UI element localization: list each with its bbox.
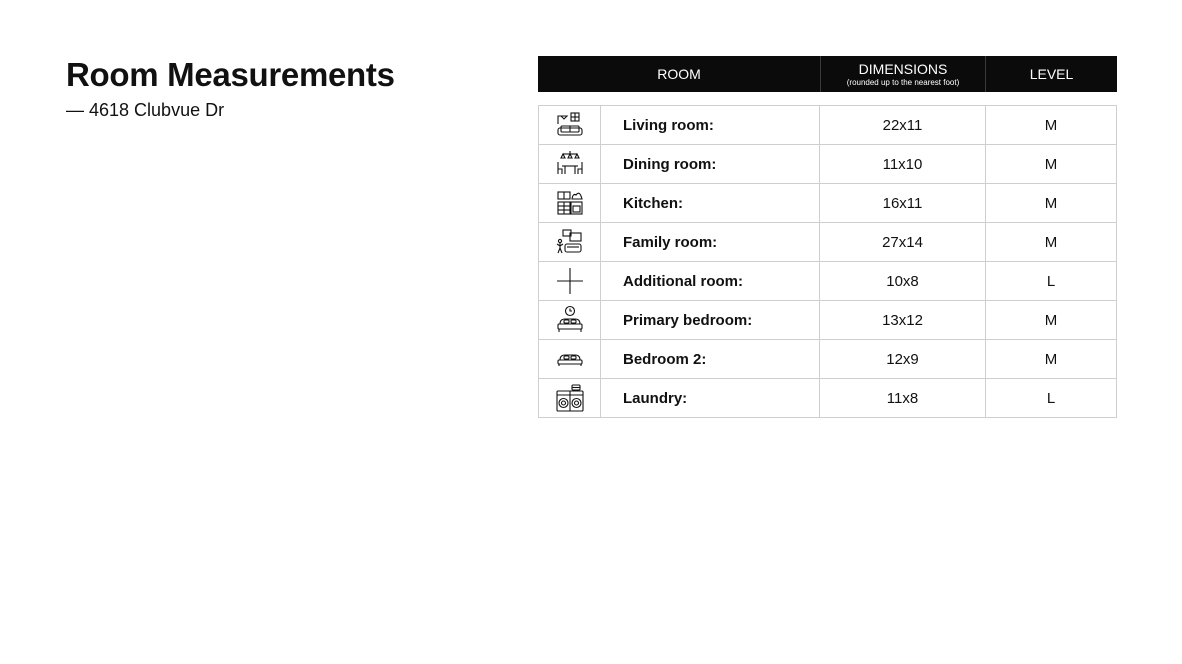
primary-bedroom-icon: [555, 305, 585, 335]
room-dimensions: 10x8: [820, 262, 986, 301]
room-name: Kitchen:: [601, 184, 820, 223]
table-row: [539, 379, 1117, 418]
living-room-icon: [555, 110, 585, 140]
room-level: M: [986, 223, 1117, 262]
icon-cell: [539, 184, 601, 223]
header-dimensions-note: (rounded up to the nearest foot): [846, 78, 960, 87]
page-title: Room Measurements: [66, 56, 395, 93]
header-dimensions-label: DIMENSIONS: [858, 61, 948, 77]
table-header: [538, 56, 1117, 92]
page-subtitle: — 4618 Clubvue Dr: [66, 100, 225, 120]
table-row: [539, 223, 1117, 262]
table-row: [539, 106, 1117, 145]
bed-icon: [555, 344, 585, 374]
table-row: [539, 340, 1117, 379]
room-name: Bedroom 2:: [601, 340, 820, 379]
header-room-label: ROOM: [657, 66, 701, 82]
room-dimensions: 11x8: [820, 379, 986, 418]
room-level: M: [986, 340, 1117, 379]
icon-cell: [539, 145, 601, 184]
dining-room-icon: [555, 149, 585, 179]
room-dimensions: 27x14: [820, 223, 986, 262]
header-room: [538, 56, 820, 92]
room-name: Additional room:: [601, 262, 820, 301]
table-row: [539, 262, 1117, 301]
room-dimensions: 11x10: [820, 145, 986, 184]
room-name: Family room:: [601, 223, 820, 262]
title-block: [66, 56, 395, 121]
table-row: [539, 301, 1117, 340]
header-level-label: LEVEL: [1029, 66, 1074, 82]
plus-icon: [555, 266, 585, 296]
icon-cell: [539, 379, 601, 418]
room-level: M: [986, 184, 1117, 223]
room-table: [538, 105, 1117, 418]
family-room-icon: [555, 227, 585, 257]
room-name: Dining room:: [601, 145, 820, 184]
room-name: Living room:: [601, 106, 820, 145]
header-dimensions: [820, 56, 985, 92]
room-name: Laundry:: [601, 379, 820, 418]
room-dimensions: 22x11: [820, 106, 986, 145]
laundry-icon: [555, 383, 585, 413]
icon-cell: [539, 106, 601, 145]
room-level: M: [986, 145, 1117, 184]
icon-cell: [539, 340, 601, 379]
icon-cell: [539, 223, 601, 262]
kitchen-icon: [555, 188, 585, 218]
room-level: M: [986, 301, 1117, 340]
room-dimensions: 13x12: [820, 301, 986, 340]
room-level: L: [986, 262, 1117, 301]
room-level: L: [986, 379, 1117, 418]
room-level: M: [986, 106, 1117, 145]
room-dimensions: 12x9: [820, 340, 986, 379]
room-dimensions: 16x11: [820, 184, 986, 223]
icon-cell: [539, 262, 601, 301]
icon-cell: [539, 301, 601, 340]
room-name: Primary bedroom:: [601, 301, 820, 340]
table-row: [539, 145, 1117, 184]
header-level: [985, 56, 1117, 92]
table-row: [539, 184, 1117, 223]
